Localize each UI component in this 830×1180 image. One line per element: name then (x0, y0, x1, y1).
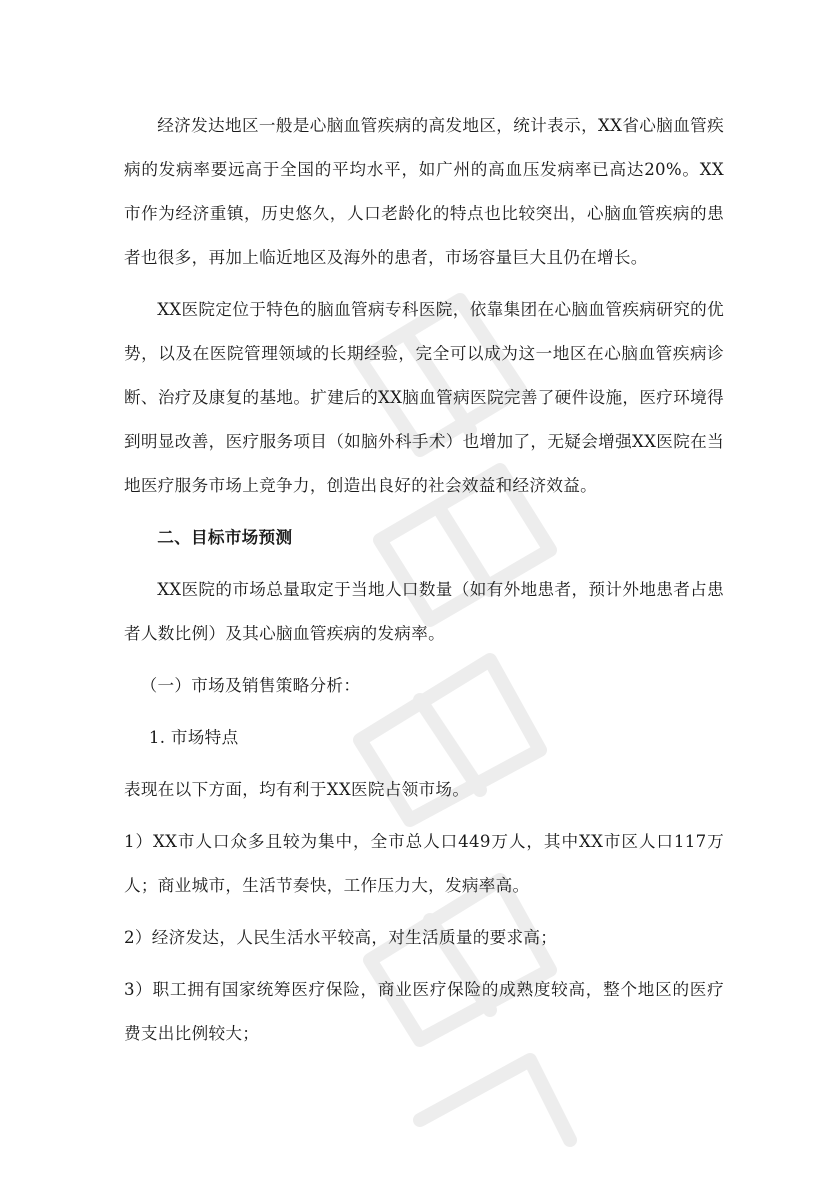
list-item-3: 3）职工拥有国家统筹医疗保险，商业医疗保险的成熟度较高，整个地区的医疗费支出比例较大； (124, 980, 724, 1043)
paragraph-hospital-positioning: XX医院定位于特色的脑血管病专科医院，依靠集团在心脑血管疾病研究的优势，以及在医院管理领域的长期经验，完全可以成为这一地区在心脑血管疾病诊断、治疗及康复的基地。扩建后的XX脑血管病医院完善了硬件设施，医疗环境得到明显改善，医疗服务项目（如脑外科手术）也增加了，无疑会增强XX医院在当地医疗服务市场上竞争力，创造出良好的社会效益和经济效益。 (124, 300, 724, 495)
intro-line: 表现在以下方面，均有利于XX医院占领市场。 (124, 780, 470, 799)
list-item-1: 1）XX市人口众多且较为集中，全市总人口449万人，其中XX市区人口117万人；商业城市，生活节奏快，工作压力大，发病率高。 (124, 832, 724, 895)
paragraph-market-background: 经济发达地区一般是心脑血管疾病的高发地区，统计表示，XX省心脑血管疾病的发病率要远高于全国的平均水平，如广州的高血压发病率已高达20%。XX市作为经济重镇，历史悠久，人口老龄化的特点也比较突出，心脑血管疾病的患者也很多，再加上临近地区及海外的患者，市场容量巨大且仍在增长。 (124, 116, 724, 267)
list-item-2: 2）经济发达，人民生活水平较高，对生活质量的要求高； (124, 928, 558, 947)
section-heading: 二、目标市场预测 (157, 528, 293, 547)
item-heading: 1. 市场特点 (148, 728, 239, 747)
paragraph-market-total: XX医院的市场总量取定于当地人口数量（如有外地患者，预计外地患者占患者人数比例）及其心脑血管疾病的发病率。 (124, 580, 724, 643)
document-body (124, 104, 724, 1064)
subsection-heading: （一）市场及销售策略分析： (140, 676, 361, 695)
